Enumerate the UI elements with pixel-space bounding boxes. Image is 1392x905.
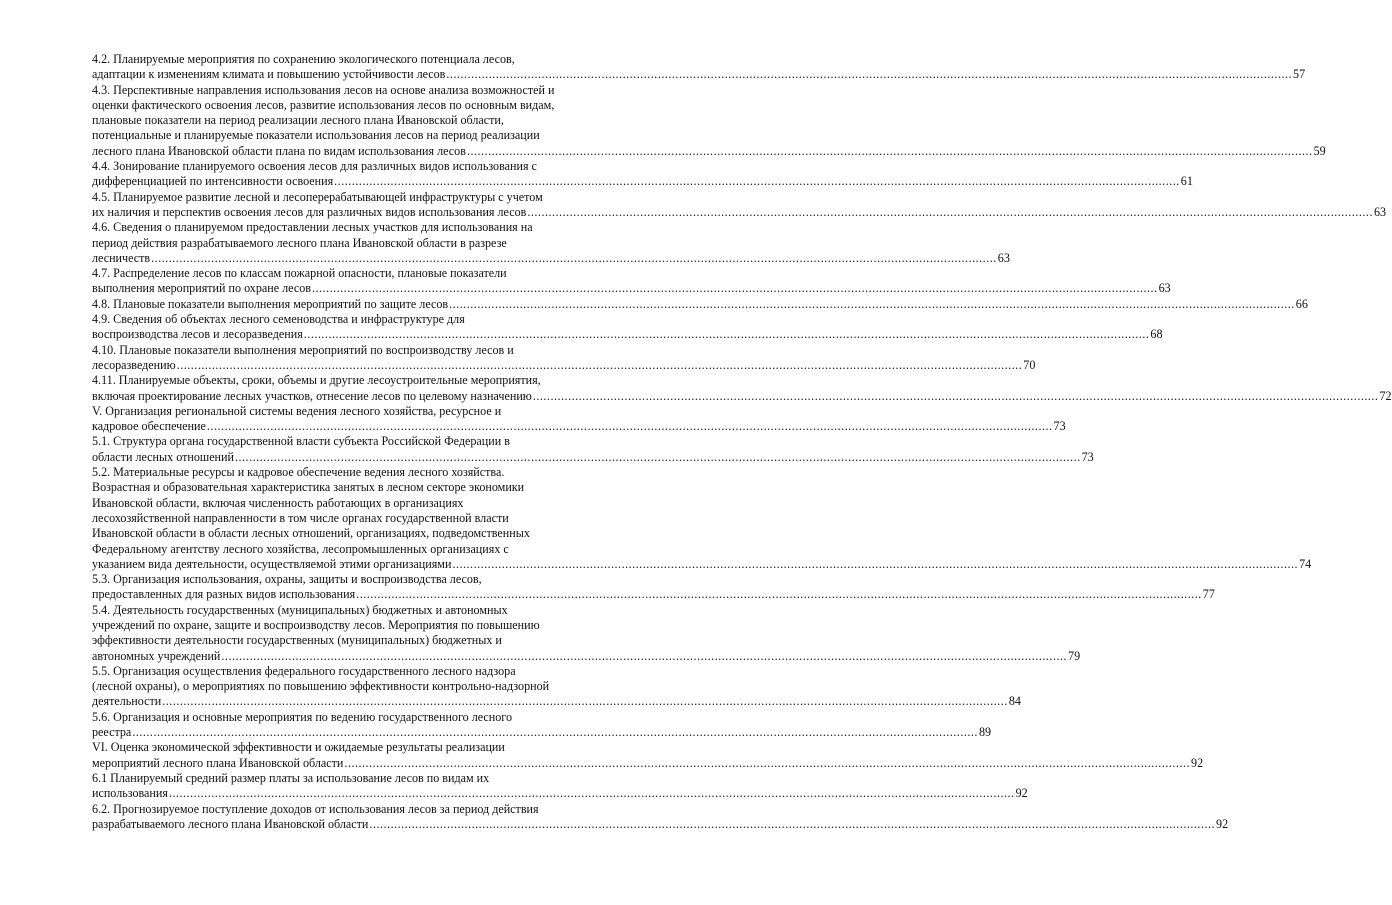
toc-entry-last-line [92, 694, 1021, 709]
page-number: 63 [1373, 204, 1387, 219]
toc-entry-line: 5.6. Организация и основные мероприятия по ведению государственного лесного [92, 709, 512, 724]
toc-entry[interactable] [92, 220, 1010, 266]
toc-entry-line: V. Организация региональной системы ведения лесного хозяйства, ресурсное и [92, 403, 502, 418]
page-number: 63 [1158, 281, 1171, 296]
toc-entry[interactable] [92, 709, 992, 741]
page-number: 70 [1023, 357, 1036, 372]
toc-entry[interactable] [92, 296, 1308, 312]
dot-leader [304, 327, 1150, 342]
toc-entry-last-line [92, 388, 1392, 404]
toc-entry-last-line [92, 556, 1312, 572]
page-number: 66 [1295, 296, 1308, 311]
toc-entry-line: Ивановской области в области лесных отношений, организациях, подведомственных [92, 526, 530, 541]
toc-entry-line: плановые показатели на период реализации лесного плана Ивановской области, [92, 113, 504, 128]
toc-entry-title-end: кадровое обеспечение [92, 419, 206, 434]
dot-leader [452, 557, 1298, 572]
toc-entry-title-end: включая проектирование лесных участков, отнесение лесов по целевому назначению [92, 388, 532, 403]
toc-entry[interactable] [92, 373, 1392, 404]
toc-entry[interactable] [92, 52, 1306, 83]
dot-leader [151, 251, 997, 266]
dot-leader [533, 389, 1379, 404]
toc-entry-last-line [92, 204, 1387, 220]
toc-entry-title-end: указанием вида деятельности, осуществляемой этими организациями [92, 556, 452, 571]
toc-entry[interactable] [92, 434, 1094, 465]
toc-entry-line: оценки фактического освоения лесов, развитие использования лесов по основным видам, [92, 97, 555, 112]
toc-entry-line: 5.3. Организация использования, охраны, защиты и воспроизводства лесов, [92, 572, 482, 587]
toc-entry-line: 4.6. Сведения о планируемом предоставлении лесных участков для использования на [92, 220, 533, 235]
toc-entry[interactable] [92, 602, 1081, 664]
toc-entry-last-line [92, 357, 1036, 373]
toc-entry-title-end: адаптации к изменениям климата и повышению устойчивости лесов [92, 67, 446, 82]
toc-entry-title-end: лесничеств [92, 250, 151, 265]
toc-entry-line: Ивановской области, включая численность работающих в организациях [92, 495, 464, 510]
toc-entry-line: учреждений по охране, защите и воспроизводству лесов. Мероприятия по повышению [92, 617, 540, 632]
toc-entry[interactable] [92, 801, 1229, 833]
dot-leader [169, 786, 1015, 801]
toc-entry-last-line [92, 250, 1010, 266]
toc-entry-title-end: разрабатываемого лесного плана Ивановской области [92, 816, 369, 831]
toc-entry-line: потенциальные и планируемые показатели использования лесов на период реализации [92, 128, 540, 143]
toc-entry-title-end: предоставленных для разных видов использования [92, 587, 356, 602]
page-number: 59 [1313, 143, 1326, 158]
dot-leader [449, 297, 1295, 312]
toc-entry-line: 4.4. Зонирование планируемого освоения лесов для различных видов использования с [92, 159, 537, 174]
toc-entry-line: 4.7. Распределение лесов по классам пожарной опасности, плановые показатели [92, 266, 507, 281]
toc-entry-last-line [92, 816, 1229, 832]
toc-entry[interactable] [92, 403, 1066, 435]
toc-entry[interactable] [92, 312, 1163, 343]
toc-entry-line: 6.2. Прогнозируемое поступление доходов от использования лесов за период действия [92, 801, 539, 816]
toc-entry-line: 5.5. Организация осуществления федерального государственного лесного надзора [92, 663, 516, 678]
dot-leader [344, 756, 1190, 771]
toc-entry-line: VI. Оценка экономической эффективности и ожидаемые результаты реализации [92, 740, 505, 755]
toc-entry-line: 4.3. Перспективные направления использования лесов на основе анализа возможностей и [92, 82, 555, 97]
toc-entry-line: 4.11. Планируемые объекты, сроки, объемы и другие лесоустроительные мероприятия, [92, 373, 541, 388]
dot-leader [177, 358, 1023, 373]
dot-leader [467, 144, 1313, 159]
toc-entry-last-line [92, 449, 1094, 465]
page-number: 92 [1191, 755, 1204, 770]
table-of-contents [92, 52, 1392, 832]
dot-leader [527, 205, 1373, 220]
page-number: 61 [1180, 174, 1193, 189]
toc-entry-title-end: реестра [92, 725, 132, 740]
page-number: 92 [1015, 786, 1028, 801]
toc-entry-title-end: деятельности [92, 694, 162, 709]
toc-entry-line: 4.10. Плановые показатели выполнения мероприятий по воспроизводству лесов и [92, 342, 514, 357]
toc-entry-title-end: выполнения мероприятий по охране лесов [92, 281, 311, 296]
toc-entry-last-line [92, 67, 1306, 82]
page-number: 73 [1081, 449, 1094, 464]
toc-entry-line: 5.1. Структура органа государственной власти субъекта Российской Федерации в [92, 434, 510, 449]
toc-entry-title-end: 4.8. Плановые показатели выполнения мероприятий по защите лесов [92, 296, 449, 311]
toc-entry-line: Возрастная и образовательная характеристика занятых в лесном секторе экономики [92, 480, 525, 495]
toc-entry-line: 5.2. Материальные ресурсы и кадровое обеспечение ведения лесного хозяйства. [92, 465, 505, 480]
toc-entry-line: 6.1 Планируемый средний размер платы за использование лесов по видам их [92, 770, 490, 785]
toc-entry-title-end: лесоразведению [92, 357, 176, 372]
toc-entry-line: 4.9. Сведения об объектах лесного семеноводства и инфраструктуре для [92, 312, 465, 327]
dot-leader [369, 817, 1215, 832]
dot-leader [334, 174, 1180, 189]
page-number: 77 [1202, 587, 1215, 602]
toc-entry-last-line [92, 281, 1171, 296]
dot-leader [235, 450, 1081, 465]
toc-entry-last-line [92, 143, 1326, 159]
toc-entry[interactable] [92, 663, 1021, 710]
dot-leader [132, 725, 978, 740]
page-number: 73 [1053, 419, 1066, 434]
toc-entry-last-line [92, 755, 1204, 771]
toc-entry-title-end: лесного плана Ивановской области плана по видам использования лесов [92, 143, 466, 158]
toc-entry-line: 4.5. Планируемое развитие лесной и лесоперерабатывающей инфраструктуры с учетом [92, 189, 543, 204]
toc-entry-last-line [92, 725, 992, 740]
page-number: 79 [1068, 648, 1081, 663]
toc-entry[interactable] [92, 465, 1312, 572]
toc-entry-line: (лесной охраны), о мероприятиях по повышению эффективности контрольно-надзорной [92, 679, 550, 694]
page-number: 57 [1293, 67, 1306, 82]
dot-leader [446, 67, 1292, 82]
dot-leader [221, 649, 1067, 664]
toc-entry-title-end: автономных учреждений [92, 648, 221, 663]
toc-entry-line: период действия разрабатываемого лесного плана Ивановской области в разрезе [92, 235, 507, 250]
toc-entry[interactable] [92, 82, 1326, 159]
page-number: 68 [1150, 327, 1163, 342]
toc-entry-last-line [92, 419, 1066, 434]
toc-entry-title-end: мероприятий лесного плана Ивановской области [92, 755, 344, 770]
toc-entry-title-end: воспроизводства лесов и лесоразведения [92, 327, 303, 342]
toc-entry[interactable] [92, 342, 1036, 374]
toc-entry-title-end: их наличия и перспектив освоения лесов для различных видов использования лесов [92, 204, 527, 219]
dot-leader [162, 694, 1008, 709]
toc-entry-last-line [92, 327, 1163, 342]
toc-entry-title-end: области лесных отношений [92, 449, 234, 464]
toc-entry-line: Федеральному агентству лесного хозяйства, лесопромышленных организациях с [92, 541, 509, 556]
toc-entry-title-end: использования [92, 786, 168, 801]
toc-entry-line: эффективности деятельности государственных (муниципальных) бюджетных и [92, 633, 502, 648]
toc-entry-title-end: дифференциацией по интенсивности освоения [92, 174, 334, 189]
dot-leader [356, 587, 1202, 602]
page-number: 74 [1299, 556, 1312, 571]
toc-entry-line: лесохозяйственной направленности в том числе органах государственной власти [92, 510, 509, 525]
toc-entry[interactable] [92, 770, 1028, 802]
toc-entry-last-line [92, 174, 1193, 189]
toc-entry[interactable] [92, 740, 1204, 771]
toc-entry[interactable] [92, 159, 1193, 190]
page-number: 92 [1216, 816, 1229, 831]
toc-entry-line: 5.4. Деятельность государственных (муниципальных) бюджетных и автономных [92, 602, 508, 617]
page-number: 63 [997, 250, 1010, 265]
toc-entry[interactable] [92, 266, 1171, 297]
dot-leader [207, 419, 1053, 434]
toc-entry[interactable] [92, 189, 1387, 221]
toc-entry-last-line [92, 296, 1308, 312]
toc-entry-last-line [92, 587, 1215, 602]
toc-entry[interactable] [92, 572, 1215, 603]
page-number: 89 [978, 725, 992, 740]
toc-entry-last-line [92, 648, 1081, 664]
toc-entry-line: 4.2. Планируемые мероприятия по сохранению экологического потенциала лесов, [92, 52, 515, 66]
toc-entry-last-line [92, 786, 1028, 801]
page-number: 84 [1008, 694, 1021, 709]
dot-leader [312, 281, 1158, 296]
page-number: 72 [1379, 388, 1392, 403]
